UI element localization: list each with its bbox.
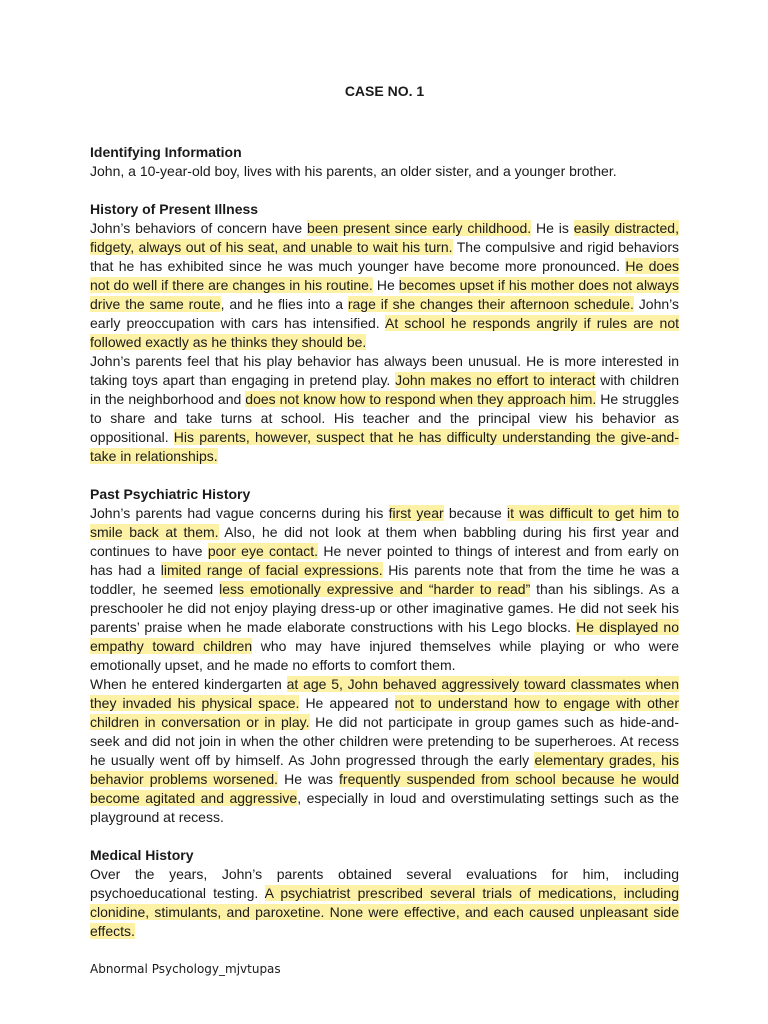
text-run: He xyxy=(372,277,399,293)
highlighted-text: At school he responds angrily if rules are not followed exactly as he thinks they should be. xyxy=(90,315,679,350)
section-history-of-present-illness xyxy=(90,200,679,466)
text-run: than his siblings. As a preschooler he did not enjoy playing dress-up or other imaginative games. He did not seek his parents’ praise when he made elaborate constructions with his Lego blocks. xyxy=(90,581,679,635)
highlighted-text: elementary grades, his behavior problems worsened. xyxy=(90,752,679,787)
highlighted-text: He displayed no empathy toward children xyxy=(90,619,679,654)
text-run: Over the years, John’s parents obtained several evaluations for him, including psychoeducational testing. xyxy=(90,866,679,901)
highlighted-text: been present since early childhood. xyxy=(307,220,532,236)
section-heading: History of Present Illness xyxy=(90,201,259,217)
page-footer: Abnormal Psychology_mjvtupas xyxy=(90,962,281,976)
paragraph xyxy=(90,162,679,181)
highlighted-text: becomes upset if his mother does not always drive the same route xyxy=(90,277,679,312)
text-run: who may have injured themselves while playing or who were emotionally upset, and he made no efforts to comfort them. xyxy=(90,638,679,673)
highlighted-text: A psychiatrist prescribed several trials of medications, including clonidine, stimulants, and paroxetine. None were effective, and each caused unpleasant side effects. xyxy=(90,885,679,939)
highlighted-text: at age 5, John behaved aggressively toward classmates when they invaded his physical space. xyxy=(90,676,680,711)
text-run: When he entered kindergarten xyxy=(90,676,287,692)
text-run: He appeared xyxy=(299,695,395,711)
section-heading: Past Psychiatric History xyxy=(90,486,251,502)
highlighted-text: easily distracted, fidgety, always out of his seat, and unable to wait his turn. xyxy=(90,220,679,255)
highlighted-text: first year xyxy=(388,505,444,521)
section-heading: Identifying Information xyxy=(90,144,242,160)
text-run: , and he flies into a xyxy=(220,296,348,312)
highlighted-text: frequently suspended from school because he would become agitated and aggressive xyxy=(90,771,680,806)
highlighted-text: it was difficult to get him to smile back at them. xyxy=(90,505,679,540)
section-identifying-information xyxy=(90,143,679,181)
text-run: The compulsive and rigid behaviors that he has exhibited since he was much younger have become more pronounced. xyxy=(90,239,679,274)
highlighted-text: rage if she changes their afternoon schedule. xyxy=(347,296,634,312)
highlighted-text: does not know how to respond when they approach him. xyxy=(245,391,597,407)
highlighted-text: not to understand how to engage with other children in conversation or in play. xyxy=(90,695,679,730)
text-run: with children in the neighborhood and xyxy=(90,372,679,407)
text-run: His parents note that from the time he was a toddler, he seemed xyxy=(90,562,679,597)
highlighted-text: His parents, however, suspect that he has difficulty understanding the give-and-take in relationships. xyxy=(90,429,679,464)
section-medical-history xyxy=(90,846,679,941)
highlighted-text: John makes no effort to interact xyxy=(395,372,596,388)
highlighted-text: He does not do well if there are changes in his routine. xyxy=(90,258,679,293)
text-run: He was xyxy=(278,771,340,787)
paragraph xyxy=(90,219,679,352)
text-run: Also, he did not look at them when babbling during his first year and continues to have xyxy=(90,524,679,559)
paragraph xyxy=(90,352,679,466)
section-heading: Medical History xyxy=(90,847,194,863)
paragraph xyxy=(90,504,679,675)
text-run: He did not participate in group games such as hide-and-seek and did not join in when the other children were pretending to be superheroes. At recess he usually went off by himself. As John progressed through the early xyxy=(90,714,679,768)
section-past-psychiatric-history xyxy=(90,485,679,827)
text-run: He never pointed to things of interest and from early on has had a xyxy=(90,543,679,578)
highlighted-text: poor eye contact. xyxy=(207,543,319,559)
document-page xyxy=(90,82,679,960)
text-run: John, a 10-year-old boy, lives with his parents, an older sister, and a younger brother. xyxy=(90,163,617,179)
text-run: because xyxy=(443,505,508,521)
case-title: CASE NO. 1 xyxy=(344,83,425,99)
text-run: He struggles to share and take turns at school. His teacher and the principal view his behavior as oppositional. xyxy=(90,391,679,445)
paragraph xyxy=(90,675,679,827)
text-run: John’s early preoccupation with cars has intensified. xyxy=(90,296,680,331)
text-run: John’s parents had vague concerns during his xyxy=(90,505,389,521)
text-run: He is xyxy=(531,220,574,236)
text-run: John’s parents feel that his play behavior has always been unusual. He is more interested in taking toys apart than engaging in pretend play. xyxy=(90,353,679,388)
highlighted-text: less emotionally expressive and “harder to read” xyxy=(219,581,531,597)
paragraph xyxy=(90,865,679,941)
highlighted-text: limited range of facial expressions. xyxy=(160,562,383,578)
text-run: , especially in loud and overstimulating settings such as the playground at recess. xyxy=(90,790,679,825)
text-run: John’s behaviors of concern have xyxy=(90,220,308,236)
